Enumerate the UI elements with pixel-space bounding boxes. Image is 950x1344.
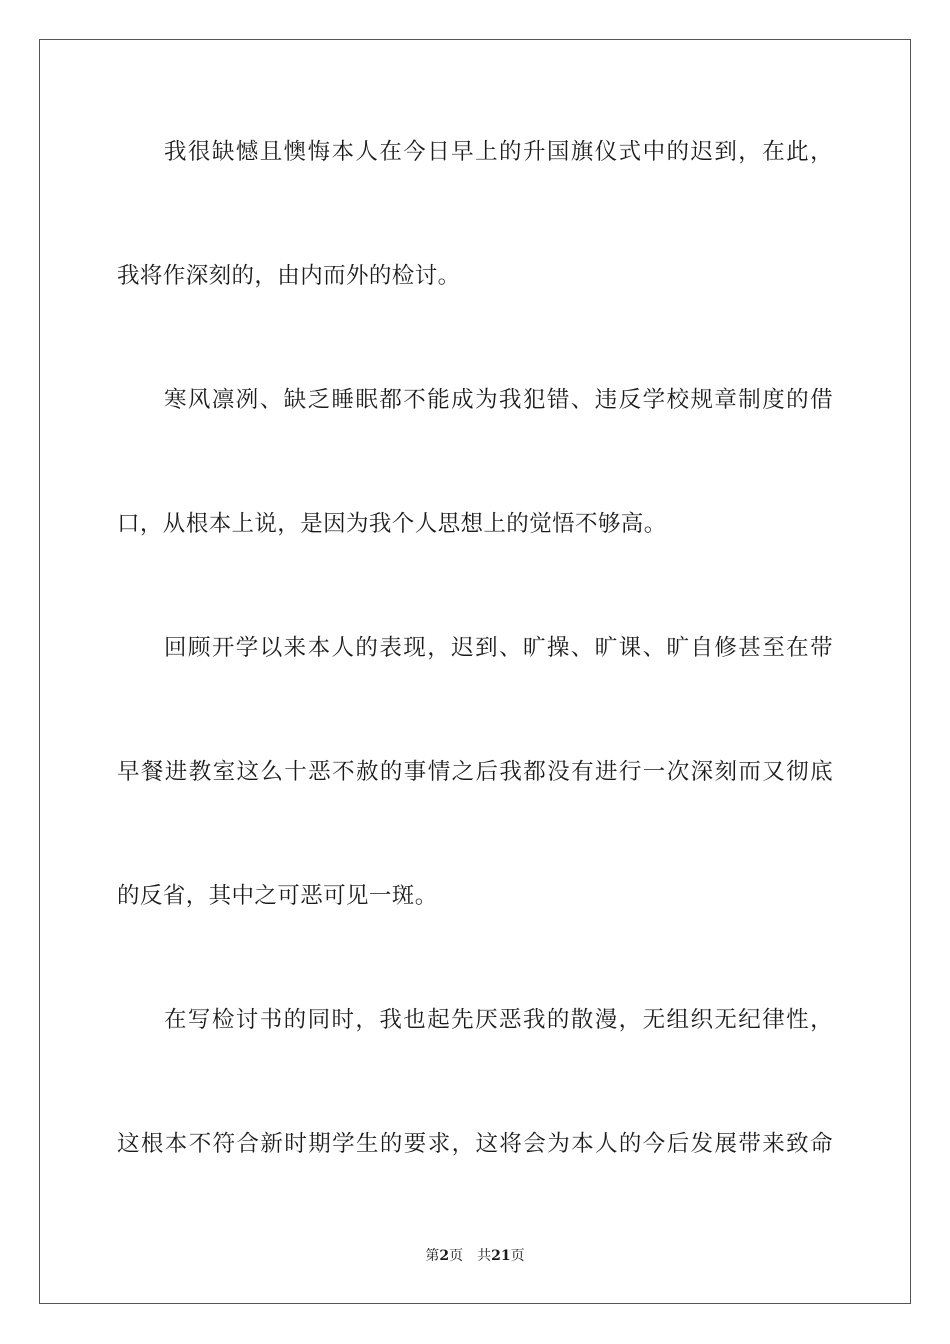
- total-prefix: 共: [477, 1248, 492, 1264]
- total-pages: 21: [491, 1248, 511, 1264]
- paragraph-3-line-1: 回顾开学以来本人的表现，迟到、旷操、旷课、旷自修甚至在带: [164, 635, 833, 661]
- page-prefix: 第: [425, 1248, 440, 1264]
- paragraph-1-line-2: 我将作深刻的，由内而外的检讨。: [117, 263, 461, 289]
- paragraph-3-line-3: 的反省，其中之可恶可见一斑。: [117, 883, 438, 909]
- page-footer: [0, 1247, 950, 1265]
- page-number: 2: [439, 1248, 450, 1264]
- paragraph-2-line-2: 口，从根本上说，是因为我个人思想上的觉悟不够高。: [117, 511, 667, 537]
- page-border: [39, 39, 911, 1304]
- page-suffix: 页: [449, 1248, 464, 1264]
- paragraph-4-line-2: 这根本不符合新时期学生的要求，这将会为本人的今后发展带来致命: [117, 1131, 833, 1157]
- paragraph-3-line-2: 早餐进教室这么十恶不赦的事情之后我都没有进行一次深刻而又彻底: [117, 759, 833, 785]
- paragraph-1-line-1: 我很缺憾且懊悔本人在今日早上的升国旗仪式中的迟到，在此，: [164, 139, 833, 165]
- paragraph-2-line-1: 寒风凛冽、缺乏睡眠都不能成为我犯错、违反学校规章制度的借: [164, 387, 833, 413]
- paragraph-4-line-1: 在写检讨书的同时，我也起先厌恶我的散漫，无组织无纪律性，: [164, 1007, 833, 1033]
- total-suffix: 页: [510, 1248, 525, 1264]
